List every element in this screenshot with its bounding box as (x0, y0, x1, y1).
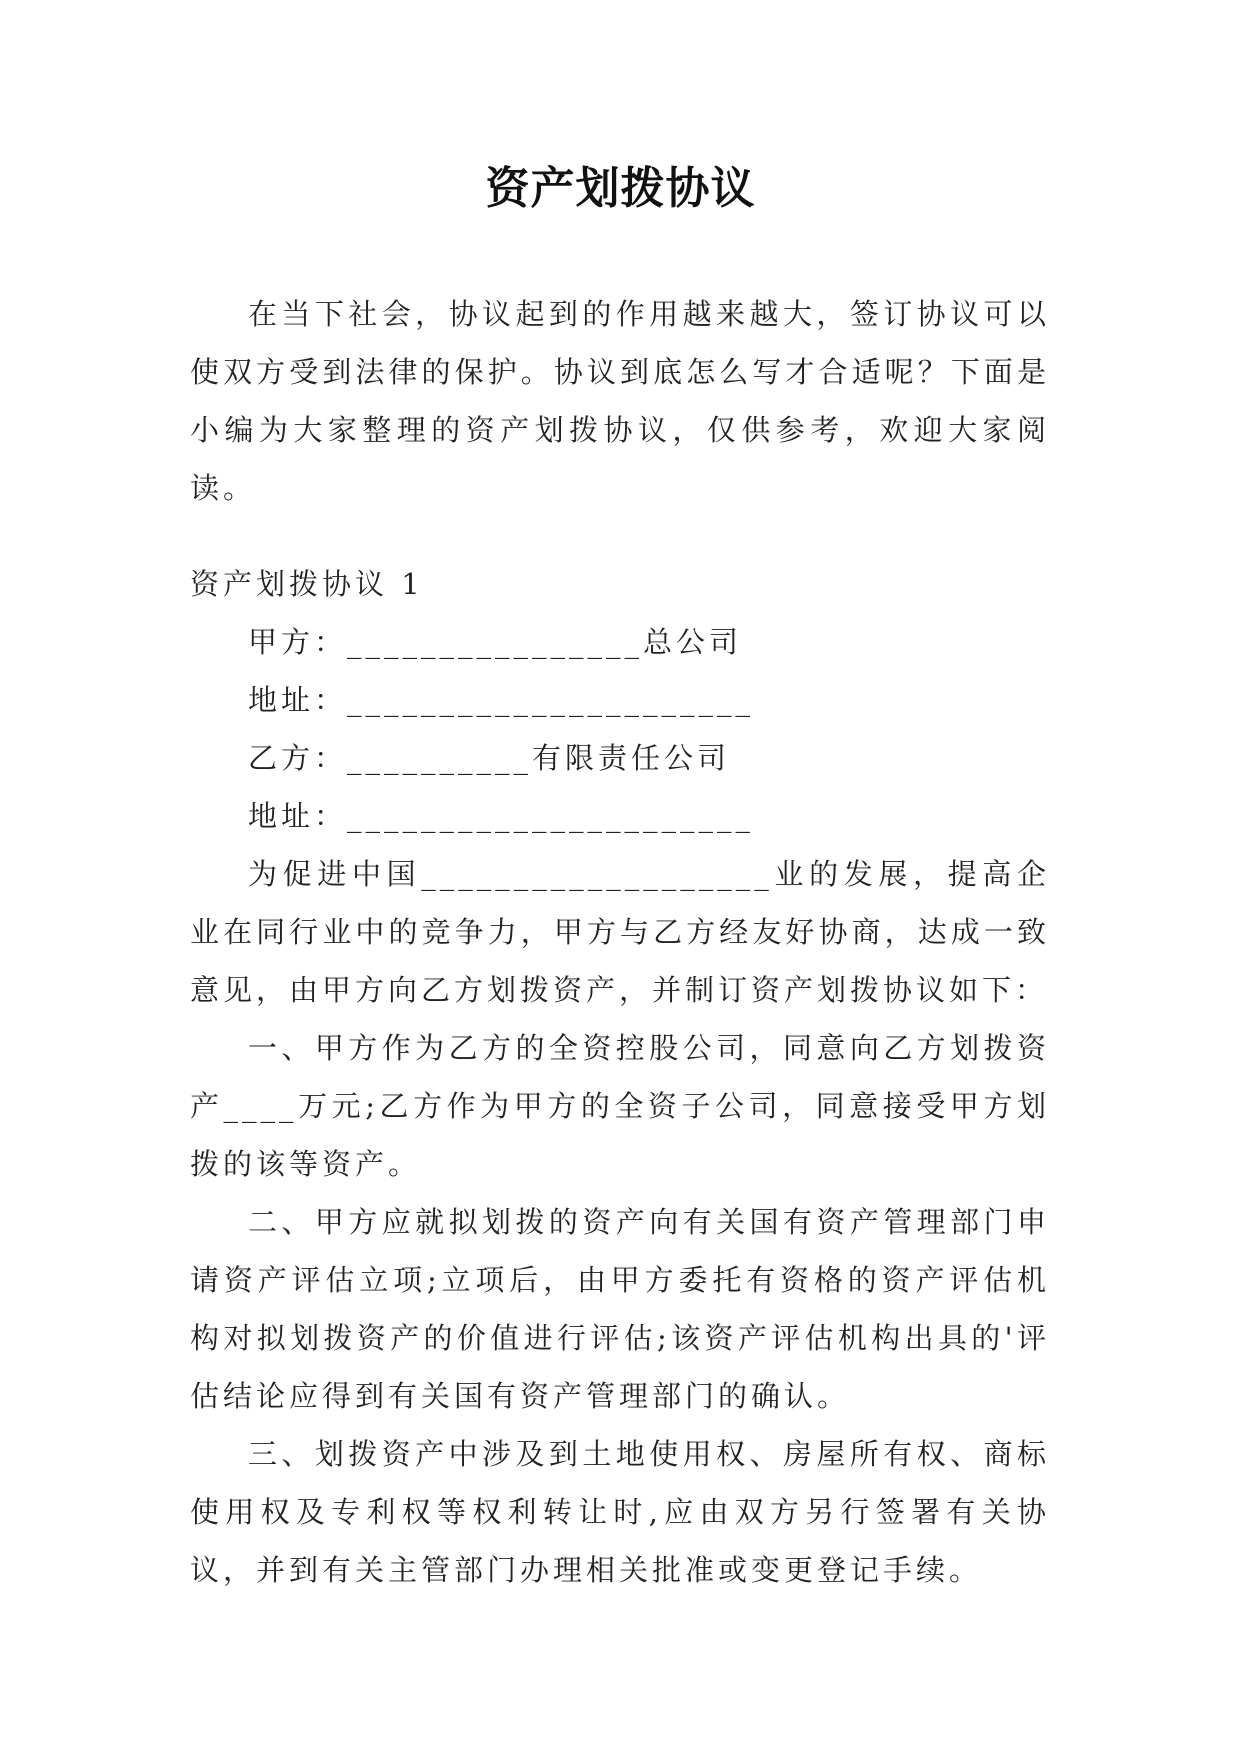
party-b-line: 乙方：__________有限责任公司 (248, 741, 731, 775)
document-body (190, 285, 1050, 1599)
clause-3-paragraph: 三、划拨资产中涉及到土地使用权、房屋所有权、商标使用权及专利权等权利转让时,应由双方另行签署有关协议，并到有关主管部门办理相关批准或变更登记手续。 (190, 1437, 1050, 1587)
intro-paragraph: 在当下社会，协议起到的作用越来越大，签订协议可以使双方受到法律的保护。协议到底怎么写才合适呢？下面是小编为大家整理的资产划拨协议，仅供参考，欢迎大家阅读。 (190, 297, 1050, 505)
clause-1-paragraph: 一、甲方作为乙方的全资控股公司，同意向乙方划拨资产____万元;乙方作为甲方的全资子公司，同意接受甲方划拨的该等资产。 (190, 1031, 1050, 1181)
clause-2-paragraph: 二、甲方应就拟划拨的资产向有关国有资产管理部门申请资产评估立项;立项后，由甲方委托有资格的资产评估机构对拟划拨资产的价值进行评估;该资产评估机构出具的'评估结论应得到有关国有资产管理部门的确认。 (190, 1205, 1050, 1413)
preamble-paragraph: 为促进中国___________________业的发展，提高企业在同行业中的竞争力，甲方与乙方经友好协商，达成一致意见，由甲方向乙方划拨资产，并制订资产划拨协议如下： (190, 857, 1050, 1007)
address-a-line: 地址：______________________ (248, 683, 755, 717)
party-a-line: 甲方：________________总公司 (248, 625, 743, 659)
section-heading: 资产划拨协议 1 (190, 567, 424, 601)
document-title: 资产划拨协议 (485, 163, 756, 214)
address-b-line: 地址：______________________ (248, 799, 755, 833)
